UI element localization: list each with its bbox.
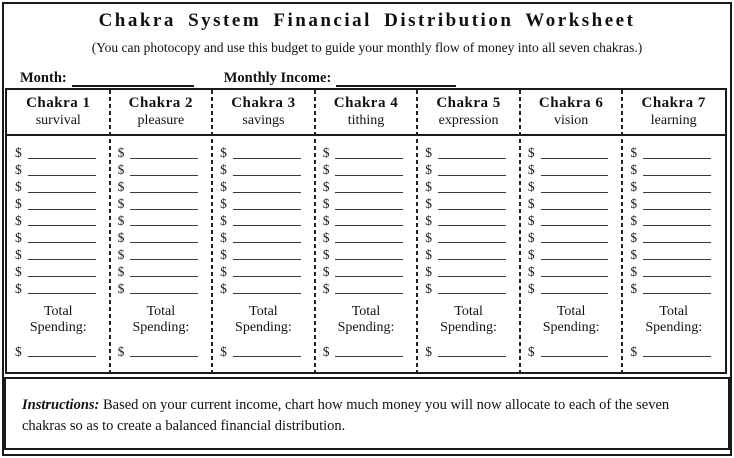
dollar-sign: $ [117,280,125,296]
dollar-sign: $ [322,246,330,262]
amount-entry-row [118,195,201,212]
dollar-sign: $ [630,179,638,195]
dollar-sign: $ [322,343,330,359]
amount-blank-line[interactable] [643,147,711,159]
amount-blank-line[interactable] [28,265,96,277]
amount-entry-row [323,262,406,279]
amount-blank-line[interactable] [130,214,198,226]
amount-entry-row [630,195,713,212]
total-label: Total [556,304,586,320]
monthly-income-input-line[interactable] [336,73,456,87]
amount-entry-row [630,144,713,161]
chakra-focus: savings [242,113,285,128]
amount-blank-line[interactable] [233,265,301,277]
amount-blank-line[interactable] [130,181,198,193]
dollar-sign: $ [15,212,22,228]
amount-blank-line[interactable] [28,198,96,210]
amount-entries [622,136,725,296]
chakra-column-2 [110,90,213,372]
total-blank-line[interactable] [438,345,506,357]
dollar-sign: $ [425,229,433,245]
total-blank-line[interactable] [335,345,403,357]
amount-entry-row [528,228,611,245]
spending-label: Spending: [440,320,497,336]
amount-blank-line[interactable] [130,164,198,176]
amount-entry-row [425,144,508,161]
dollar-sign: $ [527,145,535,161]
dollar-sign: $ [15,263,22,279]
amount-blank-line[interactable] [643,248,711,260]
amount-entry-row [425,279,508,296]
amount-entry-row [118,144,201,161]
amount-blank-line[interactable] [28,248,96,260]
column-header [622,90,725,136]
amount-blank-line[interactable] [28,181,96,193]
amount-entry-row [630,262,713,279]
amount-blank-line[interactable] [233,282,301,294]
month-input-line[interactable] [72,73,194,87]
dollar-sign: $ [527,212,535,228]
total-spending-block [212,304,315,359]
total-spending-block [417,304,520,359]
total-spending-block [7,304,110,359]
amount-entry-row [118,245,201,262]
dollar-sign: $ [527,263,535,279]
amount-entry-row [15,144,98,161]
amount-entry-row [220,228,303,245]
amount-blank-line[interactable] [438,282,506,294]
amount-entry-row [528,212,611,229]
total-blank-line[interactable] [28,345,96,357]
amount-entry-row [630,178,713,195]
dollar-sign: $ [15,179,22,195]
dollar-sign: $ [527,179,535,195]
amount-entry-row [220,144,303,161]
total-entry-row [425,339,508,359]
chakra-name: Chakra 1 [26,95,91,111]
amount-blank-line[interactable] [438,164,506,176]
dollar-sign: $ [630,263,638,279]
amount-blank-line[interactable] [233,214,301,226]
dollar-sign: $ [630,162,638,178]
chakra-name: Chakra 3 [231,95,296,111]
amount-entry-row [630,279,713,296]
amount-blank-line[interactable] [335,198,403,210]
amount-blank-line[interactable] [335,164,403,176]
amount-entry-row [15,279,98,296]
amount-blank-line[interactable] [438,214,506,226]
amount-blank-line[interactable] [335,214,403,226]
amount-blank-line[interactable] [438,231,506,243]
amount-entry-row [15,212,98,229]
amount-entry-row [323,161,406,178]
total-blank-line[interactable] [643,345,711,357]
instructions-box [4,377,730,450]
amount-entry-row [528,161,611,178]
amount-blank-line[interactable] [438,181,506,193]
amount-blank-line[interactable] [643,214,711,226]
amount-entry-row [528,245,611,262]
amount-blank-line[interactable] [438,248,506,260]
amount-blank-line[interactable] [438,265,506,277]
total-blank-line[interactable] [541,345,609,357]
dollar-sign: $ [220,343,227,359]
amount-entries [315,136,418,296]
amount-entry-row [425,195,508,212]
dollar-sign: $ [322,212,330,228]
chakra-column-3 [212,90,315,372]
amount-entry-row [220,161,303,178]
dollar-sign: $ [15,196,22,212]
amount-entry-row [630,212,713,229]
total-label: Total [659,304,688,320]
amount-entries [110,136,213,296]
total-blank-line[interactable] [130,345,198,357]
amount-blank-line[interactable] [233,231,301,243]
amount-blank-line[interactable] [233,147,301,159]
spending-label: Spending: [542,320,600,336]
amount-entry-row [528,178,611,195]
dollar-sign: $ [527,196,535,212]
amount-blank-line[interactable] [233,198,301,210]
page-title: Chakra System Financial Distribution Worksheet [98,10,636,31]
amount-entries [212,136,315,296]
dollar-sign: $ [117,162,125,178]
spending-label: Spending: [235,320,292,336]
dollar-sign: $ [220,162,227,178]
amount-blank-line[interactable] [643,164,711,176]
amount-entries [7,136,110,296]
spending-label: Spending: [645,320,703,336]
total-label: Total [43,304,73,320]
amount-entry-row [425,228,508,245]
amount-entry-row [220,178,303,195]
amount-blank-line[interactable] [541,164,609,176]
amount-blank-line[interactable] [28,164,96,176]
amount-entry-row [220,262,303,279]
dollar-sign: $ [425,196,433,212]
amount-entry-row [528,262,611,279]
dollar-sign: $ [322,162,330,178]
amount-entry-row [220,195,303,212]
amount-entry-row [323,178,406,195]
dollar-sign: $ [630,343,638,359]
dollar-sign: $ [322,280,330,296]
total-spending-block [315,304,418,359]
amount-entry-row [15,195,98,212]
dollar-sign: $ [117,263,125,279]
amount-blank-line[interactable] [28,231,96,243]
spending-label: Spending: [337,320,395,336]
chakra-name: Chakra 6 [538,95,604,111]
total-entry-row [528,339,611,359]
amount-blank-line[interactable] [335,248,403,260]
dollar-sign: $ [220,246,227,262]
amount-blank-line[interactable] [233,181,301,193]
amount-entry-row [15,245,98,262]
amount-entry-row [118,212,201,229]
page-subtitle: (You can photocopy and use this budget to guide your monthly flow of money into all seven chakras.) [91,40,643,55]
dollar-sign: $ [117,179,125,195]
instructions-text: Based on your current income, chart how much money you will now allocate to each of the seven chakras so as to create a balanced financial distribution. [22,397,670,435]
amount-blank-line[interactable] [130,282,198,294]
month-label: Month: [20,70,67,86]
total-label: Total [249,304,278,320]
monthly-income-label: Monthly Income: [223,70,332,86]
dollar-sign: $ [322,229,330,245]
dollar-sign: $ [220,263,227,279]
amount-entry-row [528,279,611,296]
chakra-name: Chakra 2 [128,95,194,111]
amount-blank-line[interactable] [335,147,403,159]
amount-entry-row [425,178,508,195]
dollar-sign: $ [322,179,330,195]
amount-entry-row [528,195,611,212]
amount-blank-line[interactable] [541,282,609,294]
amount-entry-row [323,228,406,245]
amount-entry-row [425,262,508,279]
dollar-sign: $ [425,246,433,262]
amount-entry-row [323,195,406,212]
dollar-sign: $ [425,179,433,195]
total-entry-row [323,339,406,359]
total-label: Total [454,304,483,320]
chakra-column-6 [520,90,623,372]
dollar-sign: $ [425,212,433,228]
amount-entry-row [425,212,508,229]
dollar-sign: $ [425,280,433,296]
chakra-focus: expression [438,113,499,128]
amount-entry-row [630,161,713,178]
column-header [212,90,315,136]
amount-blank-line[interactable] [130,147,198,159]
amount-blank-line[interactable] [335,181,403,193]
dollar-sign: $ [322,263,330,279]
column-header [110,90,213,136]
dollar-sign: $ [527,246,535,262]
amount-blank-line[interactable] [130,198,198,210]
dollar-sign: $ [425,263,433,279]
dollar-sign: $ [630,196,638,212]
dollar-sign: $ [630,212,638,228]
amount-blank-line[interactable] [643,181,711,193]
chakra-column-7 [622,90,725,372]
amount-blank-line[interactable] [438,147,506,159]
amount-blank-line[interactable] [643,265,711,277]
chakra-focus: vision [554,113,589,128]
amount-blank-line[interactable] [643,198,711,210]
amount-blank-line[interactable] [28,147,96,159]
amount-entry-row [118,161,201,178]
amount-entry-row [220,212,303,229]
total-entry-row [118,339,201,359]
amount-entries [520,136,623,296]
dollar-sign: $ [527,162,535,178]
chakra-name: Chakra 5 [436,95,501,111]
amount-blank-line[interactable] [643,282,711,294]
amount-entry-row [630,245,713,262]
dollar-sign: $ [527,343,535,359]
amount-entry-row [118,262,201,279]
spending-label: Spending: [132,320,190,336]
dollar-sign: $ [322,196,330,212]
dollar-sign: $ [425,343,433,359]
amount-entry-row [425,161,508,178]
amount-entry-row [15,228,98,245]
amount-entry-row [323,212,406,229]
dollar-sign: $ [527,229,535,245]
amount-entries [417,136,520,296]
dollar-sign: $ [322,145,330,161]
amount-entry-row [15,178,98,195]
dollar-sign: $ [527,280,535,296]
dollar-sign: $ [220,212,227,228]
column-header [417,90,520,136]
dollar-sign: $ [15,145,22,161]
dollar-sign: $ [220,179,227,195]
amount-blank-line[interactable] [28,282,96,294]
chakra-columns [5,88,727,374]
dollar-sign: $ [117,145,125,161]
amount-blank-line[interactable] [541,248,609,260]
chakra-focus: pleasure [137,113,185,128]
dollar-sign: $ [425,162,433,178]
amount-blank-line[interactable] [541,181,609,193]
dollar-sign: $ [630,145,638,161]
dollar-sign: $ [220,145,227,161]
amount-blank-line[interactable] [643,231,711,243]
amount-blank-line[interactable] [541,214,609,226]
chakra-focus: learning [650,113,697,128]
dollar-sign: $ [117,343,125,359]
amount-entry-row [118,178,201,195]
total-blank-line[interactable] [233,345,301,357]
total-spending-block [622,304,725,359]
total-entry-row [630,339,713,359]
amount-blank-line[interactable] [335,282,403,294]
chakra-column-1 [7,90,110,372]
dollar-sign: $ [630,229,638,245]
amount-blank-line[interactable] [541,265,609,277]
total-label: Total [351,304,381,320]
month-row [20,70,730,87]
amount-blank-line[interactable] [541,231,609,243]
column-header [315,90,418,136]
column-header [520,90,623,136]
amount-blank-line[interactable] [130,265,198,277]
amount-blank-line[interactable] [28,214,96,226]
amount-blank-line[interactable] [541,198,609,210]
amount-blank-line[interactable] [438,198,506,210]
total-entry-row [15,339,98,359]
dollar-sign: $ [15,246,22,262]
dollar-sign: $ [630,246,638,262]
amount-entry-row [323,245,406,262]
amount-entry-row [15,262,98,279]
chakra-column-5 [417,90,520,372]
amount-blank-line[interactable] [130,231,198,243]
amount-blank-line[interactable] [233,164,301,176]
chakra-name: Chakra 7 [641,95,706,111]
amount-blank-line[interactable] [335,231,403,243]
chakra-focus: survival [35,113,81,128]
amount-entry-row [630,228,713,245]
total-entry-row [220,339,303,359]
page-border [2,2,732,456]
amount-entry-row [323,144,406,161]
dollar-sign: $ [117,229,125,245]
amount-blank-line[interactable] [541,147,609,159]
dollar-sign: $ [15,280,22,296]
total-spending-block [520,304,623,359]
dollar-sign: $ [630,280,638,296]
spending-label: Spending: [29,320,87,336]
dollar-sign: $ [15,343,22,359]
dollar-sign: $ [220,196,227,212]
dollar-sign: $ [220,280,227,296]
chakra-name: Chakra 4 [333,95,399,111]
amount-entry-row [425,245,508,262]
dollar-sign: $ [15,229,22,245]
amount-entry-row [15,161,98,178]
amount-blank-line[interactable] [233,248,301,260]
total-spending-block [110,304,213,359]
amount-entry-row [220,279,303,296]
total-label: Total [146,304,176,320]
amount-blank-line[interactable] [130,248,198,260]
amount-entry-row [528,144,611,161]
amount-entry-row [220,245,303,262]
instructions-label: Instructions: [22,397,100,413]
column-header [7,90,110,136]
chakra-focus: tithing [347,113,385,128]
chakra-column-4 [315,90,418,372]
dollar-sign: $ [117,196,125,212]
amount-blank-line[interactable] [335,265,403,277]
dollar-sign: $ [117,212,125,228]
amount-entry-row [118,228,201,245]
dollar-sign: $ [220,229,227,245]
dollar-sign: $ [15,162,22,178]
amount-entry-row [118,279,201,296]
amount-entry-row [323,279,406,296]
dollar-sign: $ [117,246,125,262]
dollar-sign: $ [425,145,433,161]
